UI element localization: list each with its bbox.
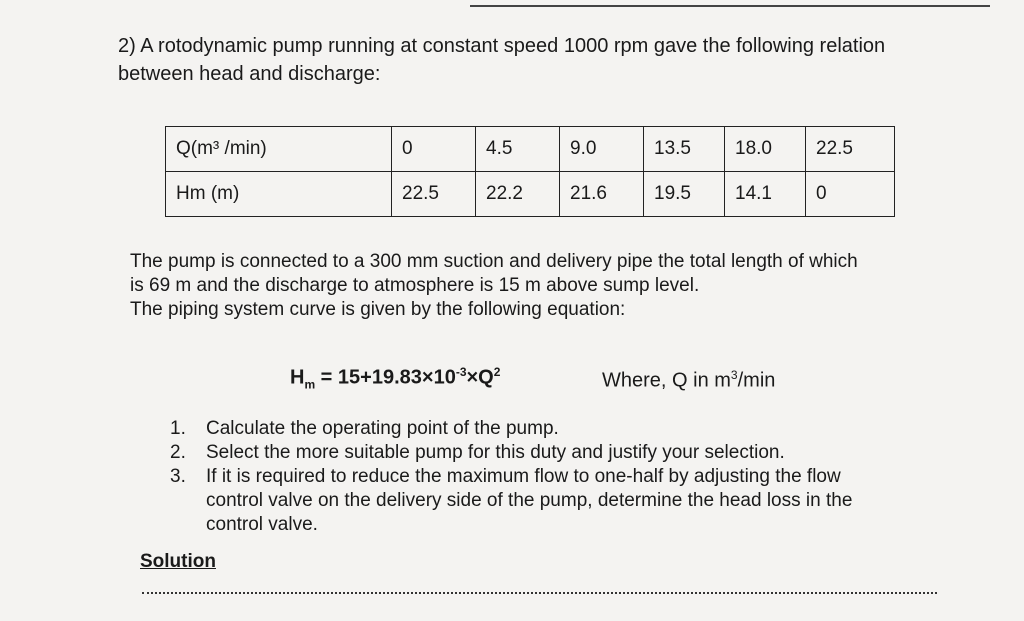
table-cell: 9.0 — [560, 127, 644, 172]
task-text: Calculate the operating point of the pump. — [206, 418, 559, 439]
pipe-line-1: The pump is connected to a 300 mm suction and delivery pipe the total length of which — [130, 251, 858, 272]
table-row — [166, 172, 895, 217]
eq-exp2: 2 — [493, 365, 501, 379]
task-list — [170, 417, 950, 537]
table-row — [166, 127, 895, 172]
question-line-1: 2) A rotodynamic pump running at constant speed 1000 rpm gave the following relation — [118, 35, 886, 57]
question-line-2: between head and discharge: — [118, 63, 381, 85]
task-text-continued: control valve on the delivery side of the pump, determine the head loss in the — [206, 490, 853, 511]
list-item — [170, 417, 950, 441]
table-header-cell: Q(m³ /min) — [166, 127, 392, 172]
system-curve-equation — [290, 365, 500, 392]
pipe-description — [130, 250, 858, 322]
task-number: 1. — [170, 418, 186, 439]
pipe-line-2: is 69 m and the discharge to atmosphere is 15 m above sump level. — [130, 275, 700, 296]
question-text — [118, 32, 885, 88]
table-cell: 14.1 — [725, 172, 806, 217]
solution-heading: Solution — [140, 551, 216, 572]
eq-exp: -3 — [455, 365, 467, 379]
eq-lhs: H — [290, 366, 305, 389]
table-cell: 13.5 — [644, 127, 725, 172]
answer-dotted-line — [142, 592, 937, 594]
eq-rhs: = 15+19.83×10 — [315, 366, 456, 389]
table-cell: 22.5 — [806, 127, 895, 172]
table-cell: 22.2 — [476, 172, 560, 217]
top-rule — [470, 0, 990, 7]
table-cell: 22.5 — [392, 172, 476, 217]
table-cell: 0 — [392, 127, 476, 172]
task-text: If it is required to reduce the maximum flow to one-half by adjusting the flow — [206, 466, 841, 487]
task-number: 2. — [170, 442, 186, 463]
where-unit: /min — [737, 369, 776, 392]
equation-units — [602, 368, 775, 393]
task-text: Select the more suitable pump for this duty and justify your selection. — [206, 442, 785, 463]
table-cell: 0 — [806, 172, 895, 217]
task-number: 3. — [170, 466, 186, 487]
where-exp: 3 — [730, 368, 738, 382]
table-cell: 4.5 — [476, 127, 560, 172]
task-text-continued-2: control valve. — [206, 514, 318, 535]
table-cell: 21.6 — [560, 172, 644, 217]
table-header-cell: Hm (m) — [166, 172, 392, 217]
eq-lhs-sub: m — [304, 377, 316, 392]
head-discharge-table — [165, 126, 895, 217]
table-cell: 18.0 — [725, 127, 806, 172]
list-item — [170, 465, 950, 537]
where-text: Where, Q in m — [602, 369, 731, 392]
table-cell: 19.5 — [644, 172, 725, 217]
list-item — [170, 441, 950, 465]
pipe-line-3: The piping system curve is given by the following equation: — [130, 299, 626, 320]
eq-mid: ×Q — [466, 366, 494, 389]
